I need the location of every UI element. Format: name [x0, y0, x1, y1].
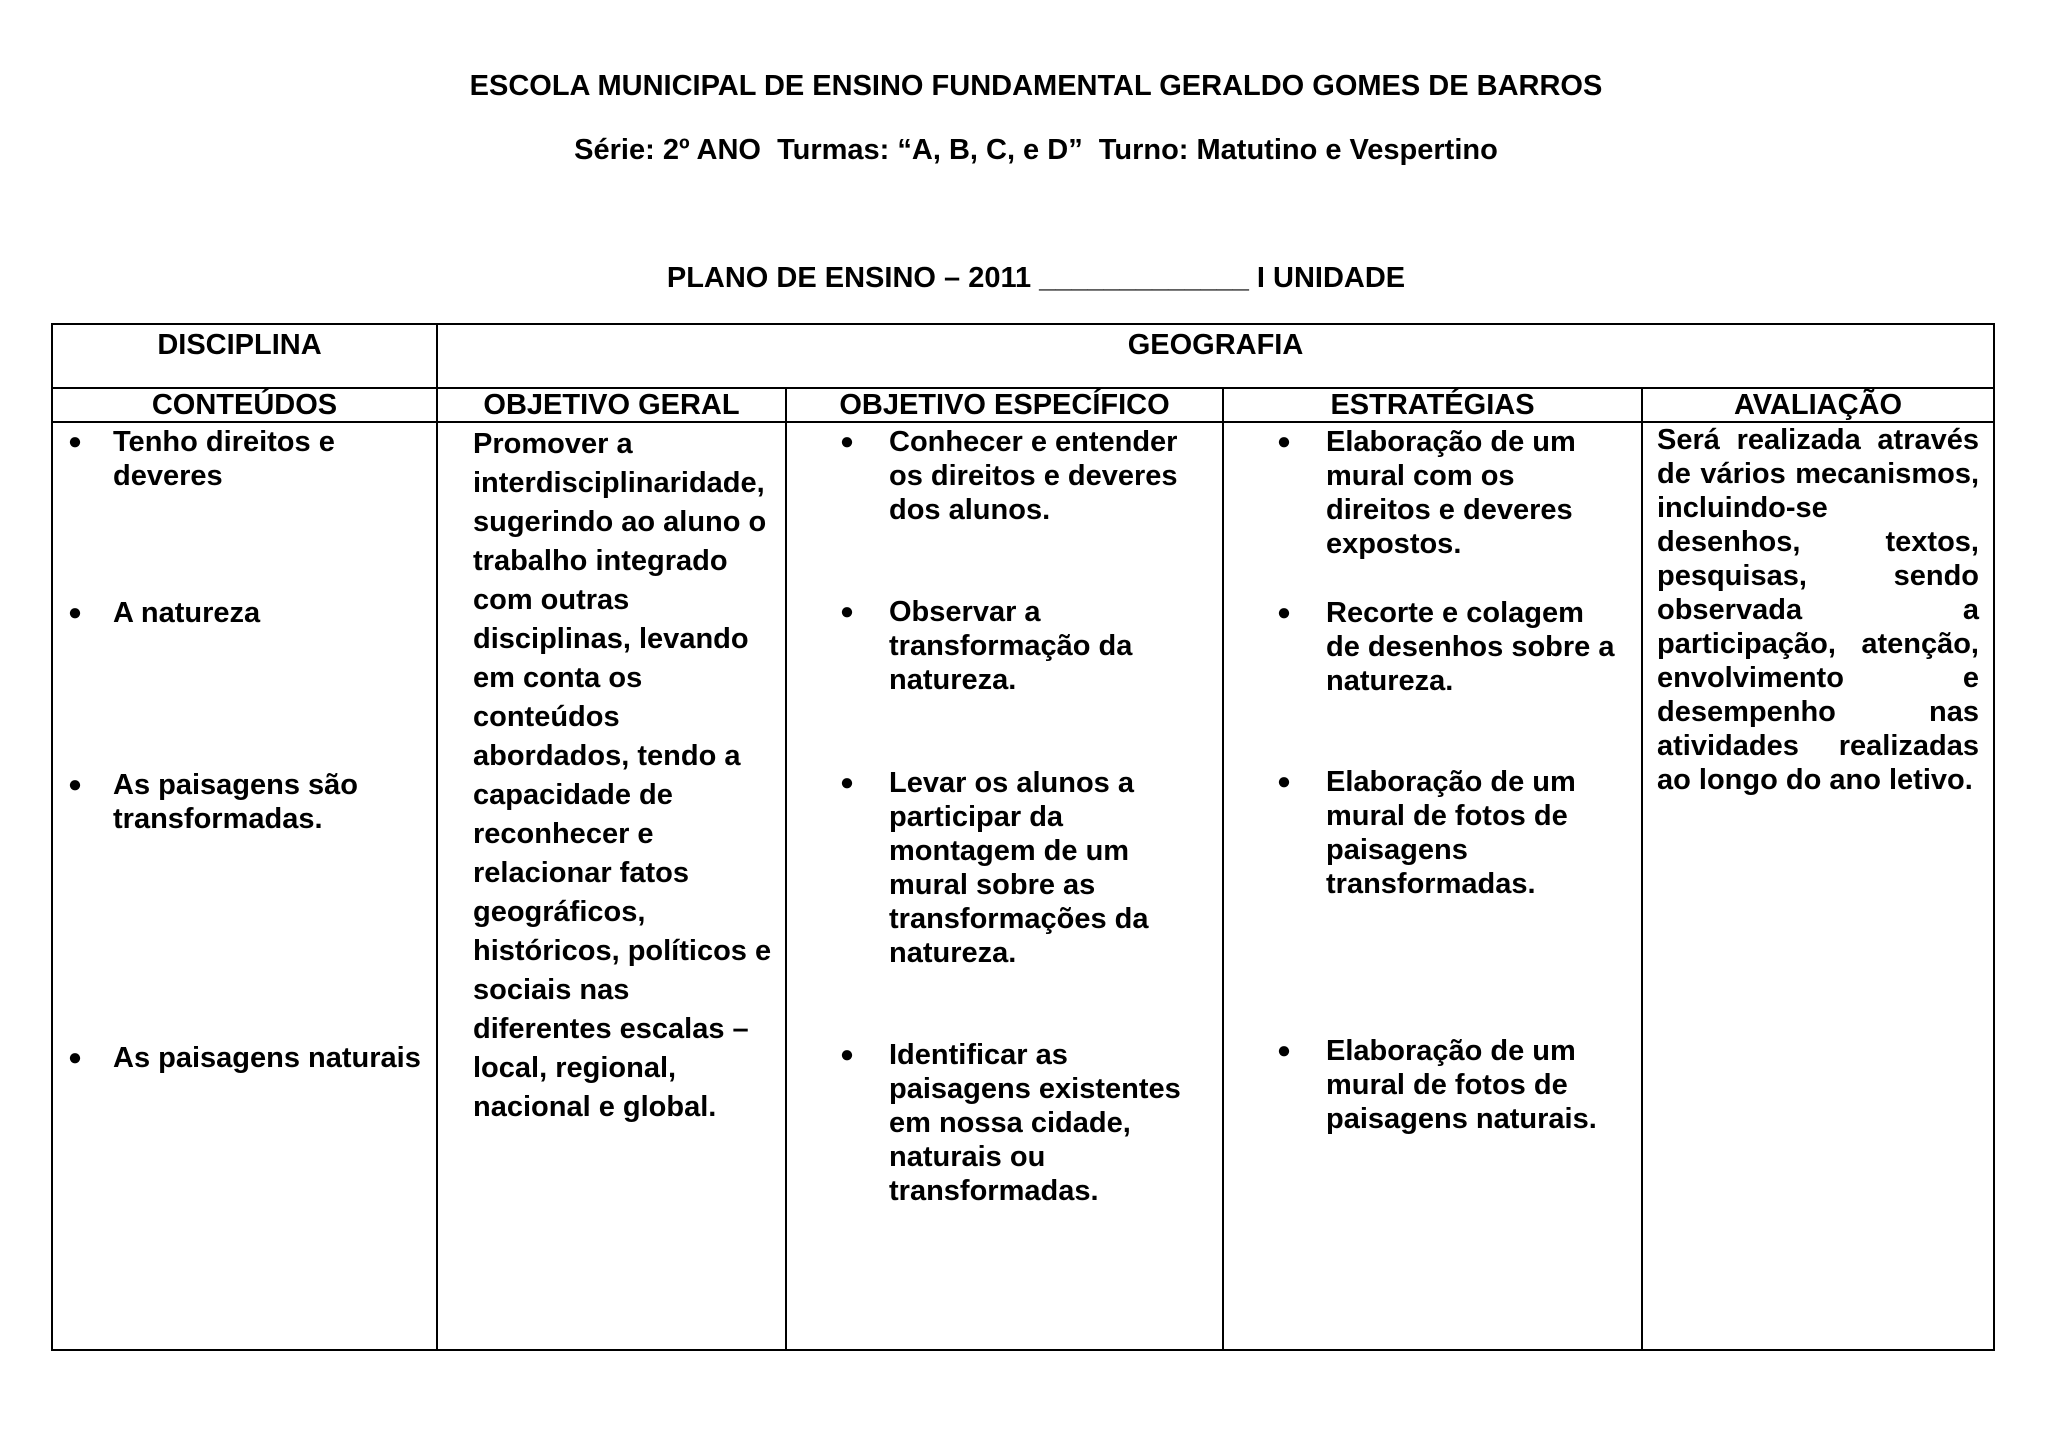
bullet-icon: ●	[1276, 599, 1292, 626]
conteudo-item: ● As paisagens são transformadas.	[113, 768, 428, 836]
bullet-icon: ●	[1276, 428, 1292, 455]
conteudo-item: ● Tenho direitos e deveres	[113, 425, 428, 493]
bullet-icon: ●	[839, 428, 855, 455]
objetivo-geral-cell	[437, 422, 786, 1350]
column-header: CONTEÚDOS	[52, 388, 437, 422]
disciplina-value-cell	[437, 324, 1994, 388]
estrategia-item: ● Elaboração de um mural de fotos de paisagens naturais.	[1326, 1034, 1625, 1136]
column-header-row	[52, 388, 1994, 422]
column-header: OBJETIVO GERAL	[437, 388, 786, 422]
objetivo-geral-text: Promover a interdisciplinaridade, sugerindo ao aluno o trabalho integrado com outras disciplinas, levando em conta os conteúdos abordados, tendo a capacidade de reconhecer e relacionar fatos geográficos, históricos, políticos e sociais nas diferentes escalas – local, regional, nacional e global.	[473, 428, 772, 1123]
column-header: OBJETIVO ESPECÍFICO	[786, 388, 1223, 422]
bullet-icon: ●	[1276, 768, 1292, 795]
column-header: ESTRATÉGIAS	[1223, 388, 1642, 422]
objetivo-especifico-item: ● Levar os alunos a participar da montagem de um mural sobre as transformações da natureza.	[889, 766, 1214, 970]
plan-table	[51, 323, 1995, 1351]
disciplina-label-cell	[52, 324, 437, 388]
conteudo-item: ● A natureza	[113, 596, 428, 630]
disciplina-value: GEOGRAFIA	[1127, 329, 1304, 361]
estrategia-item: ● Elaboração de um mural com os direitos e deveres expostos.	[1326, 425, 1625, 561]
objetivo-especifico-item: ● Observar a transformação da natureza.	[889, 595, 1214, 697]
content-row	[52, 422, 1994, 1350]
bullet-icon: ●	[67, 1044, 83, 1071]
objetivo-especifico-cell	[786, 422, 1223, 1350]
objetivo-especifico-item: ● Identificar as paisagens existentes em nossa cidade, naturais ou transformadas.	[889, 1038, 1214, 1208]
bullet-icon: ●	[839, 598, 855, 625]
objetivo-especifico-item: ● Conhecer e entender os direitos e deveres dos alunos.	[889, 425, 1214, 527]
estrategia-item: ● Recorte e colagem de desenhos sobre a natureza.	[1326, 596, 1625, 698]
plano-line: PLANO DE ENSINO – 2011 _____________ I UNIDADE	[666, 262, 1406, 294]
avaliacao-text: Será realizada através de vários mecanismos, incluindo-se desenhos, textos, pesquisas, sendo observada a participação, atenção, envolvimento e desempenho nas atividades realizadas ao longo do ano letivo.	[1657, 424, 1979, 796]
estrategia-item: ● Elaboração de um mural de fotos de paisagens transformadas.	[1326, 765, 1625, 901]
bullet-icon: ●	[67, 771, 83, 798]
disciplina-label: DISCIPLINA	[157, 329, 322, 361]
disciplina-row	[52, 324, 1994, 388]
bullet-icon: ●	[67, 428, 83, 455]
school-name: ESCOLA MUNICIPAL DE ENSINO FUNDAMENTAL GERALDO GOMES DE BARROS	[469, 70, 1603, 102]
estrategias-cell	[1223, 422, 1642, 1350]
bullet-icon: ●	[839, 1041, 855, 1068]
bullet-icon: ●	[1276, 1037, 1292, 1064]
column-header: AVALIAÇÃO	[1642, 388, 1994, 422]
conteudo-item: ● As paisagens naturais	[113, 1041, 428, 1075]
conteudos-cell	[52, 422, 437, 1350]
avaliacao-cell	[1642, 422, 1994, 1350]
bullet-icon: ●	[839, 769, 855, 796]
serie-line: Série: 2º ANO Turmas: “A, B, C, e D” Turno: Matutino e Vespertino	[574, 134, 1498, 166]
bullet-icon: ●	[67, 599, 83, 626]
